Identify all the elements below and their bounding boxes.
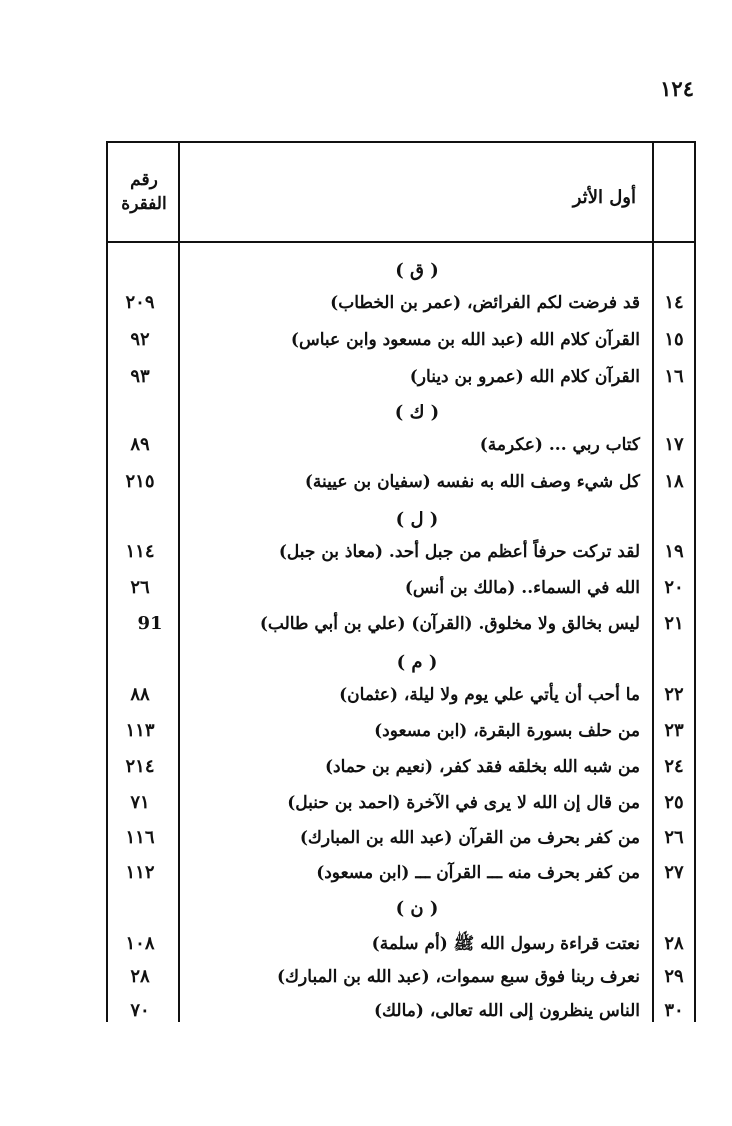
row-text: القرآن كلام الله (عمرو بن دينار) [409, 367, 640, 387]
row-ref: ١١٣ [125, 720, 155, 741]
letter-row [0, 256, 732, 290]
row-number: ١٨ [664, 471, 684, 492]
row-text: ما أحب أن يأتي علي يوم ولا ليلة، (عثمان) [339, 685, 640, 705]
table-row [0, 678, 732, 712]
table-row [0, 927, 732, 961]
row-number: ٣٠ [664, 1000, 684, 1021]
table-row [0, 856, 732, 890]
letter-row [0, 398, 732, 432]
row-text: من كفر بحرف من القرآن (عبد الله بن المبارك) [299, 828, 640, 848]
table-row [0, 360, 732, 394]
page-number: ١٢٤ [660, 76, 694, 101]
header-bottom-border [106, 241, 696, 243]
row-ref: ٩٢ [130, 329, 150, 350]
row-ref: ٨٩ [130, 434, 150, 455]
row-ref: ٨٨ [130, 684, 150, 705]
table-row [0, 465, 732, 499]
row-number: ١٥ [664, 329, 684, 350]
table-row [0, 786, 732, 820]
row-ref: ٧١ [130, 792, 150, 813]
ref-header-line1: رقم [130, 170, 158, 190]
row-number: ٢٠ [664, 577, 684, 598]
row-ref: ٢٠٩ [125, 292, 155, 313]
row-number: ٢٤ [664, 756, 684, 777]
table-row [0, 607, 732, 641]
row-ref: ١١٢ [125, 862, 155, 883]
letter-row [0, 894, 732, 928]
row-ref: 91 [137, 613, 163, 634]
row-number: ٢٦ [664, 827, 684, 848]
row-text: ليس بخالق ولا مخلوق. (القرآن) (علي بن أبي طالب) [259, 614, 640, 634]
row-number: ١٦ [664, 366, 684, 387]
ref-column-header [110, 168, 178, 216]
row-ref: ١١٤ [125, 541, 155, 562]
row-text: لقد تركت حرفاً أعظم من جبل أحد. (معاذ بن جبل) [278, 542, 640, 562]
row-text: من قال إن الله لا يرى في الآخرة (احمد بن حنبل) [287, 793, 640, 813]
section-letter: ( ق ) [395, 260, 439, 281]
letter-row [0, 505, 732, 539]
table-row [0, 821, 732, 855]
table-row [0, 571, 732, 605]
table-row [0, 714, 732, 748]
row-ref: ٩٣ [130, 366, 150, 387]
table-row [0, 428, 732, 462]
row-number: ٢٨ [664, 933, 684, 954]
row-number: ٢٩ [664, 966, 684, 987]
row-number: ٢٥ [664, 792, 684, 813]
row-text: من شبه الله بخلقه فقد كفر، (نعيم بن حماد) [324, 757, 640, 777]
section-letter: ( ن ) [395, 898, 439, 919]
table-row [0, 994, 732, 1028]
ref-header-line2: الفقرة [121, 194, 167, 214]
row-number: ٢٣ [664, 720, 684, 741]
row-ref: ٢٦ [130, 577, 150, 598]
row-text: نعرف ربنا فوق سبع سموات، (عبد الله بن المبارك) [277, 967, 640, 987]
section-letter: ( ك ) [394, 402, 440, 423]
row-text: الله في السماء.. (مالك بن أنس) [404, 578, 640, 598]
row-text: القرآن كلام الله (عبد الله بن مسعود وابن عباس) [290, 330, 640, 350]
row-number: ٢١ [664, 613, 684, 634]
row-text: كل شيء وصف الله به نفسه (سفيان بن عيينة) [304, 472, 640, 492]
letter-row [0, 648, 732, 682]
row-number: ١٤ [664, 292, 684, 313]
row-ref: ١٠٨ [125, 933, 155, 954]
row-number: ١٧ [664, 434, 684, 455]
row-text: الناس ينظرون إلى الله تعالى، (مالك) [374, 1001, 640, 1021]
row-text: من كفر بحرف منه ـــ القرآن ـــ (ابن مسعود) [316, 863, 640, 883]
row-text: قد فرضت لكم الفرائض، (عمر بن الخطاب) [330, 293, 640, 313]
row-number: ٢٢ [664, 684, 684, 705]
section-letter: ( ل ) [395, 509, 439, 530]
section-letter: ( م ) [396, 652, 438, 673]
table-row [0, 750, 732, 784]
row-text: كتاب ربي ... (عكرمة) [479, 435, 640, 455]
row-ref: ٢٨ [130, 966, 150, 987]
table-row [0, 535, 732, 569]
table-top-border [106, 141, 696, 143]
table-row [0, 960, 732, 994]
row-text: نعتت قراءة رسول الله ﷺ (أم سلمة) [371, 934, 640, 954]
row-ref: ٢١٥ [125, 471, 155, 492]
row-ref: ٢١٤ [125, 756, 155, 777]
first-column-header: أول الأثر [572, 187, 636, 208]
row-ref: ١١٦ [125, 827, 155, 848]
row-number: ٢٧ [664, 862, 684, 883]
row-text: من حلف بسورة البقرة، (ابن مسعود) [374, 721, 640, 741]
table-row [0, 286, 732, 320]
table-row [0, 323, 732, 357]
row-ref: ٧٠ [130, 1000, 150, 1021]
row-number: ١٩ [664, 541, 684, 562]
